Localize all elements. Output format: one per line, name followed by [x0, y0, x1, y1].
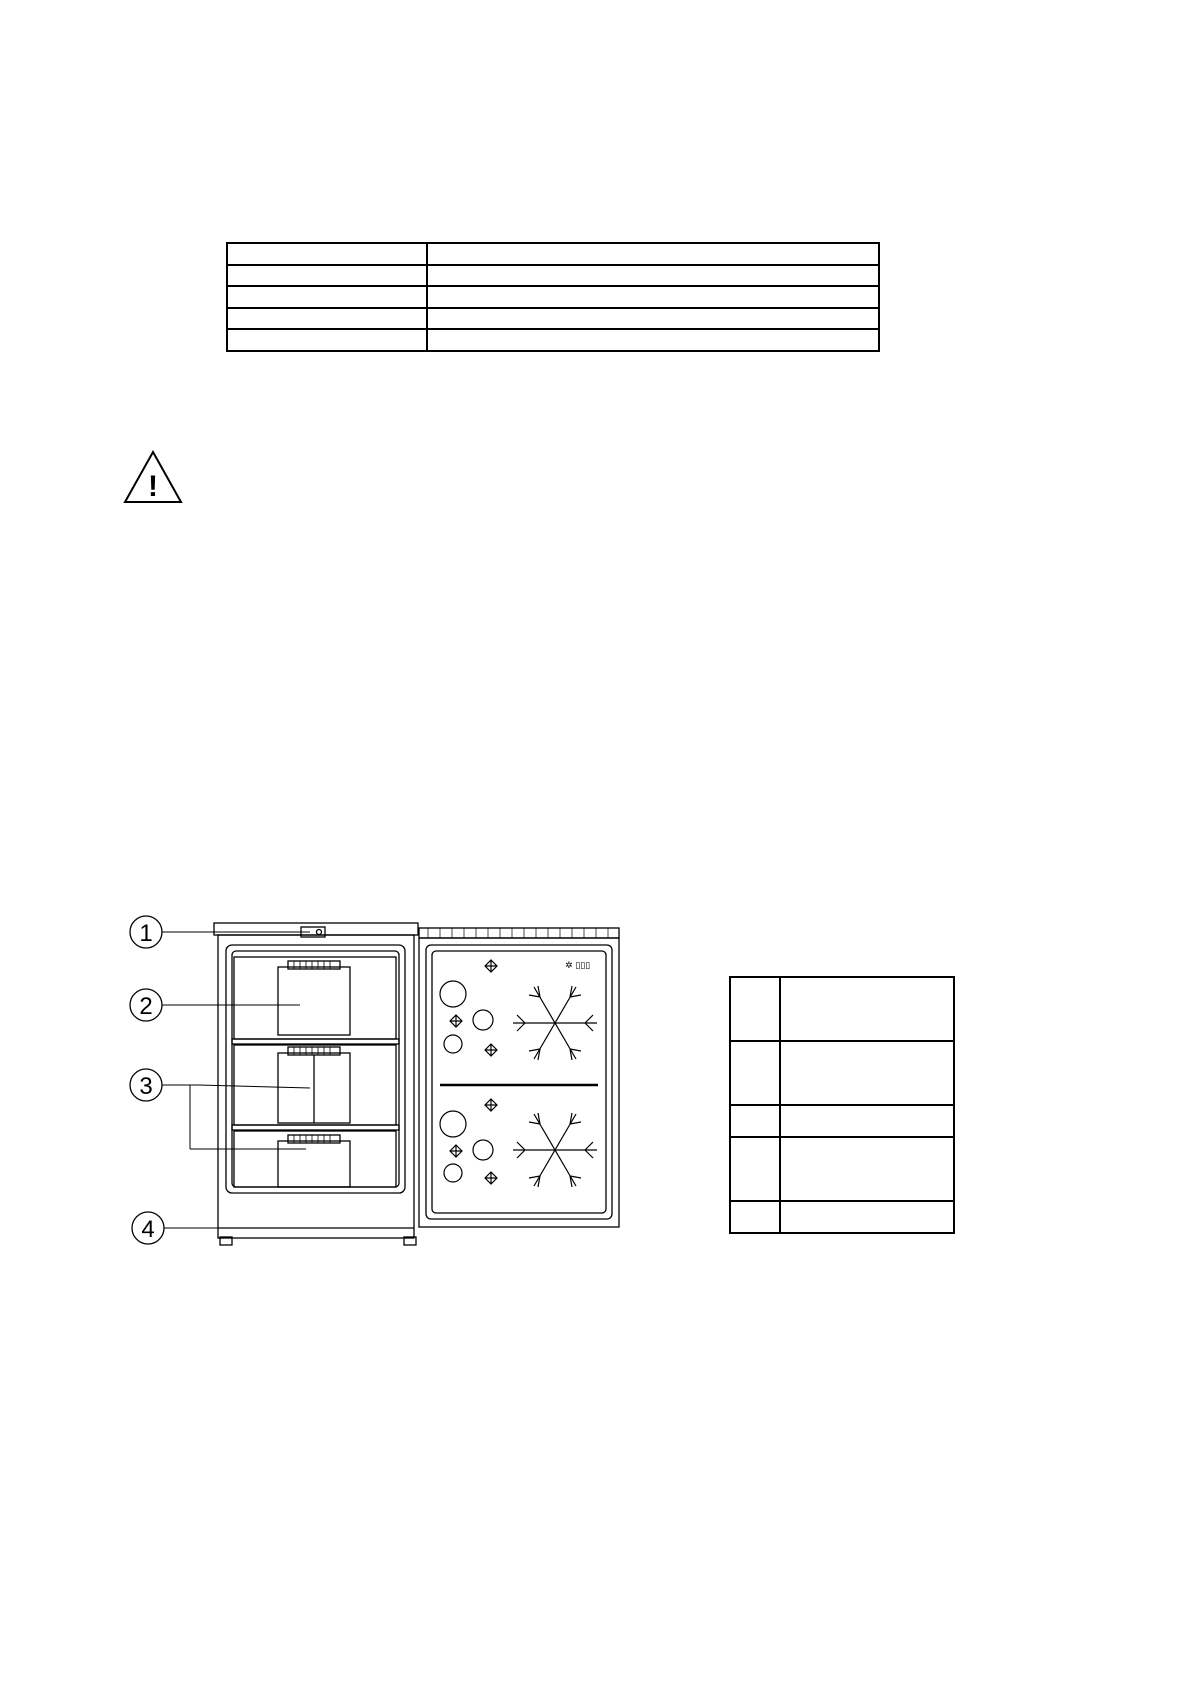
drawer-bottom — [234, 1131, 396, 1187]
callout-4 — [132, 1212, 164, 1244]
door-decoration-lower — [440, 1099, 597, 1187]
table-row — [227, 265, 879, 287]
door-inner — [426, 945, 612, 1219]
spec-label-cell — [227, 286, 427, 308]
table-row — [730, 1041, 954, 1105]
legend-number-cell — [730, 1105, 780, 1137]
legend-number-cell — [730, 977, 780, 1041]
cabinet-top — [214, 923, 418, 935]
legend-text-cell — [780, 1105, 954, 1137]
table-row — [730, 1137, 954, 1201]
freezer-diagram — [110, 905, 630, 1250]
svg-text:4: 4 — [141, 1216, 155, 1243]
warning-triangle-icon — [122, 449, 184, 505]
snowflake-icon — [513, 1113, 597, 1187]
legend-text-cell — [780, 1137, 954, 1201]
table-row — [730, 1105, 954, 1137]
spec-value-cell — [427, 265, 879, 287]
door-badge: ✲ ▯▯▯ — [565, 961, 591, 971]
legend-table — [729, 976, 955, 1234]
spec-value-cell — [427, 243, 879, 265]
shelf — [232, 1039, 399, 1044]
legend-number-cell — [730, 1137, 780, 1201]
spec-value-cell — [427, 286, 879, 308]
legend-text-cell — [780, 1201, 954, 1233]
cabinet-inner — [226, 945, 405, 1193]
legend-number-cell — [730, 1201, 780, 1233]
legend-number-cell — [730, 1041, 780, 1105]
legend-text-cell — [780, 977, 954, 1041]
spec-table — [226, 242, 880, 352]
table-row — [227, 308, 879, 330]
spec-value-cell — [427, 308, 879, 330]
callout-1 — [130, 916, 162, 948]
callout-2 — [130, 989, 162, 1021]
spec-label-cell — [227, 243, 427, 265]
door-decoration-upper — [440, 960, 597, 1060]
spec-label-cell — [227, 308, 427, 330]
warning-symbol: ! — [148, 470, 158, 503]
svg-text:2: 2 — [139, 993, 153, 1020]
spec-value-cell — [427, 329, 879, 351]
table-row — [227, 243, 879, 265]
drawer-middle — [234, 1045, 396, 1125]
callout-3 — [130, 1069, 162, 1101]
svg-text:3: 3 — [139, 1073, 153, 1100]
svg-text:1: 1 — [139, 920, 153, 947]
spec-label-cell — [227, 265, 427, 287]
table-row — [730, 977, 954, 1041]
legend-text-cell — [780, 1041, 954, 1105]
door-top — [419, 928, 619, 938]
table-row — [730, 1201, 954, 1233]
snowflake-icon — [513, 986, 597, 1060]
shelf — [232, 1125, 399, 1130]
spec-label-cell — [227, 329, 427, 351]
table-row — [227, 286, 879, 308]
table-row — [227, 329, 879, 351]
